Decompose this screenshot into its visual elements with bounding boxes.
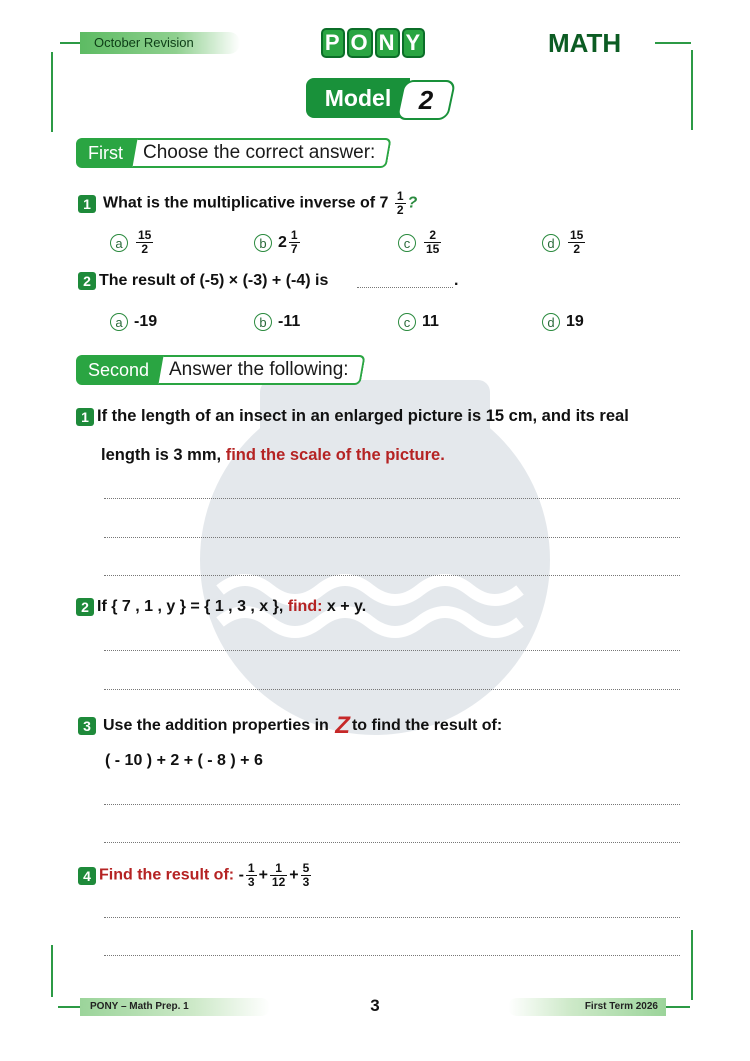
- option-text: 19: [566, 313, 584, 330]
- denominator: 2: [396, 203, 404, 217]
- question-1-2: [78, 272, 328, 290]
- question-text: What is the multiplicative inverse of 7: [103, 194, 389, 212]
- revision-tag: October Revision: [80, 32, 240, 54]
- question-number: 3: [78, 717, 96, 735]
- denominator: 15: [426, 242, 440, 256]
- frame-top-right: [655, 42, 691, 44]
- denominator: 12: [271, 875, 286, 889]
- logo-letter: P: [321, 28, 345, 58]
- option-letter: a: [110, 234, 128, 252]
- question-2-1-line2: [101, 446, 445, 465]
- option-letter: b: [254, 234, 272, 252]
- question-expression: x + y.: [326, 598, 367, 616]
- numerator: 1: [396, 189, 404, 203]
- model-label: Model: [306, 78, 410, 118]
- logo-letter: N: [375, 28, 400, 58]
- question-2-1-line1: [76, 407, 629, 426]
- logo-letter: Y: [402, 28, 426, 58]
- question-1-1: [78, 190, 417, 217]
- answer-line[interactable]: [104, 955, 680, 956]
- footer-right-label: First Term 2026: [508, 998, 666, 1016]
- option-text: -11: [278, 313, 301, 330]
- plus-sign: +: [258, 866, 268, 884]
- section-second-header: [76, 355, 363, 385]
- fraction: [136, 229, 153, 256]
- section-first-title-box: [132, 138, 392, 168]
- minus-sign: -: [238, 866, 244, 884]
- option-2-d[interactable]: [542, 313, 584, 331]
- question-text: The result of (-5) × (-3) + (-4) is: [99, 272, 329, 290]
- integer-set-symbol: Z: [335, 712, 350, 739]
- section-second-title-box: [158, 355, 365, 385]
- model-number-box: [396, 80, 457, 120]
- question-number: 1: [78, 195, 96, 213]
- option-letter: a: [110, 313, 128, 331]
- fraction: [568, 229, 585, 256]
- option-letter: d: [542, 313, 560, 331]
- answer-line[interactable]: [104, 804, 680, 805]
- question-instruction: find:: [287, 598, 323, 616]
- answer-line[interactable]: [104, 689, 680, 690]
- logo-letter: O: [347, 28, 373, 58]
- question-number: 4: [78, 867, 96, 885]
- fraction: [395, 190, 406, 217]
- question-number: 2: [76, 598, 94, 616]
- option-letter: c: [398, 313, 416, 331]
- numerator: 1: [270, 862, 287, 876]
- section-first-header: [76, 138, 389, 168]
- question-2-2: [76, 598, 366, 616]
- question-text: If the length of an insect in an enlarged picture is 15 cm, and its real: [97, 407, 629, 425]
- fraction: [289, 229, 300, 256]
- question-number: 2: [78, 272, 96, 290]
- option-2-b[interactable]: [254, 313, 300, 331]
- frame-right: [691, 50, 693, 130]
- option-letter: d: [542, 234, 560, 252]
- denominator: 2: [141, 242, 149, 256]
- option-1-b[interactable]: [254, 229, 302, 256]
- option-letter: c: [398, 234, 416, 252]
- question-number: 1: [76, 408, 94, 426]
- option-1-a[interactable]: [110, 229, 155, 256]
- question-mark: ?: [407, 194, 418, 212]
- fraction: [424, 229, 441, 256]
- section-first-title: Choose the correct answer:: [143, 142, 376, 163]
- denominator: 2: [573, 242, 581, 256]
- option-letter: b: [254, 313, 272, 331]
- option-2-a[interactable]: [110, 313, 157, 331]
- numerator: 15: [138, 228, 152, 242]
- denominator: 3: [247, 875, 255, 889]
- answer-line[interactable]: [104, 575, 680, 576]
- option-whole: 2: [278, 233, 287, 251]
- fraction: [270, 862, 287, 889]
- denominator: 3: [302, 875, 310, 889]
- subject-title: MATH: [548, 28, 622, 58]
- question-2-4: [78, 862, 313, 889]
- option-text: 11: [422, 313, 439, 330]
- frame-left-bottom: [51, 945, 53, 997]
- section-second-title: Answer the following:: [169, 359, 349, 380]
- denominator: 7: [290, 242, 298, 256]
- fraction: [246, 862, 257, 889]
- frame-bottom-right: [664, 1006, 690, 1008]
- question-2-3: [78, 712, 502, 740]
- question-text: length is 3 mm,: [101, 446, 222, 464]
- question-text: If { 7 , 1 , y } = { 1 , 3 , x },: [97, 598, 284, 616]
- numerator: 15: [570, 228, 584, 242]
- answer-line[interactable]: [104, 537, 680, 538]
- model-badge: [306, 78, 454, 118]
- answer-blank[interactable]: [357, 287, 453, 288]
- numerator: 1: [290, 228, 298, 242]
- answer-line[interactable]: [104, 650, 680, 651]
- frame-left: [51, 52, 53, 132]
- fraction: [301, 862, 312, 889]
- numerator: 5: [302, 861, 310, 875]
- page-number: 3: [370, 996, 380, 1015]
- answer-line[interactable]: [104, 842, 680, 843]
- plus-sign: +: [289, 866, 299, 884]
- frame-right-bottom: [691, 930, 693, 1000]
- question-instruction: find the scale of the picture.: [225, 446, 445, 464]
- section-second-label: Second: [76, 355, 167, 385]
- option-1-c[interactable]: [398, 229, 443, 256]
- numerator: 1: [247, 861, 255, 875]
- answer-line[interactable]: [104, 917, 680, 918]
- option-1-d[interactable]: [542, 229, 587, 256]
- footer-left-label: PONY – Math Prep. 1: [80, 998, 270, 1016]
- frame-bottom-left: [58, 1006, 82, 1008]
- question-instruction: Find the result of:: [99, 866, 235, 884]
- numerator: 2: [424, 229, 441, 243]
- question-text: Use the addition properties in: [103, 717, 329, 734]
- option-2-c[interactable]: [398, 313, 439, 331]
- question-2-3-expression: ( - 10 ) + 2 + ( - 8 ) + 6: [105, 752, 263, 769]
- answer-line[interactable]: [104, 498, 680, 499]
- option-text: -19: [134, 313, 158, 330]
- pony-logo: [326, 28, 420, 58]
- question-text: to find the result of:: [351, 717, 503, 734]
- section-first-label: First: [76, 138, 141, 168]
- question-end-period: .: [454, 272, 459, 289]
- model-number: 2: [418, 85, 434, 115]
